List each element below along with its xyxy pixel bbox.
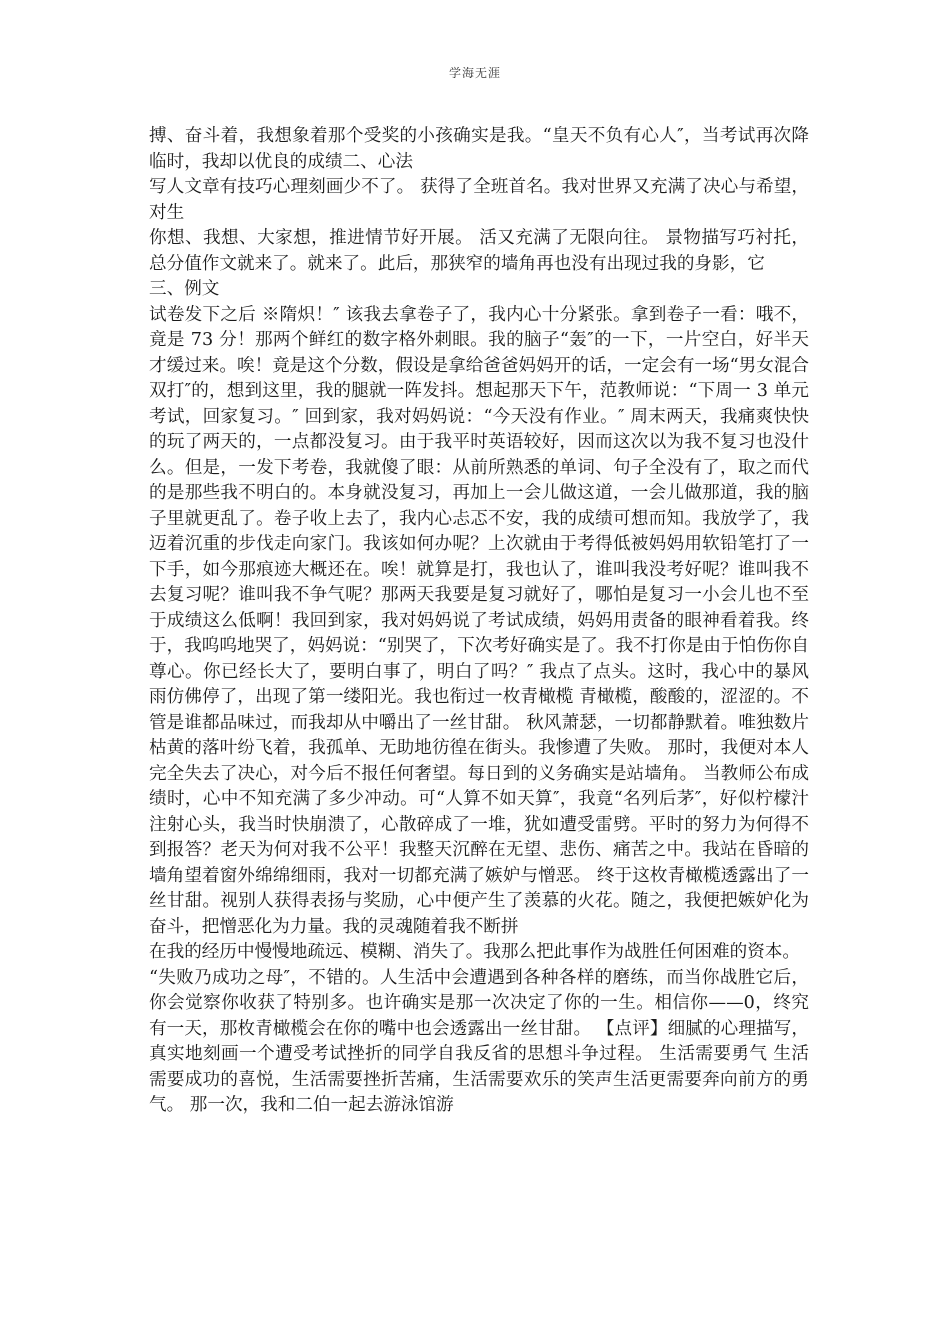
document-body [149, 124, 815, 1119]
paragraph-1: 搏、奋斗着，我想象着那个受奖的小孩确实是我。“皇天不负有心人″，当考试再次降临时，我却以优良的成绩二、心法 [149, 126, 809, 172]
section-heading: 三、例文 [149, 279, 220, 299]
paragraph-example: 试卷发下之后 ※隋炽！″ 该我去拿卷子了，我内心十分紧张。拿到卷子一看：哦不，竟是 73 分！那两个鲜红的数字格外刺眼。我的脑子“轰″的一下，一片空白，好半天才缓过来。唉！竟是这个分数，假设是拿给爸爸妈妈开的话，一定会有一场“男女混合双打″的，想到这里，我的腿就一阵发抖。想起那天下午，范教师说：“下周一 3 单元考试，回家复习。″ 回到家，我对妈妈说：“今天没有作业。″ 周末两天，我痛爽快快的玩了两天的，一点都没复习。由于我平时英语较好，因而这次以为我不复习也没什么。但是，一发下考卷，我就傻了眼：从前所熟悉的单词、句子全没有了，取之而代的是那些我不明白的。本身就没复习，再加上一会儿做这道，一会儿做那道，我的脑子里就更乱了。卷子收上去了，我内心忐忑不安，我的成绩可想而知。我放学了，我迈着沉重的步伐走向家门。我该如何办呢？上次就由于考得低被妈妈用软铅笔打了一下手，如今那痕迹大概还在。唉！就算是打，我也认了，谁叫我没考好呢？谁叫我不去复习呢？谁叫我不争气呢？那两天我要是复习就好了，哪怕是复习一小会儿也不至于成绩这么低啊！我回到家，我对妈妈说了考试成绩，妈妈用责备的眼神看着我。终于，我呜呜地哭了，妈妈说：“别哭了，下次考好确实是了。我不打你是由于怕伤你自尊心。你已经长大了，要明白事了，明白了吗？″ 我点了点头。这时，我心中的暴风雨仿佛停了，出现了第一缕阳光。我也衔过一枚青橄榄 青橄榄，酸酸的，涩涩的。不管是谁都品味过，而我却从中嚼出了一丝甘甜。 秋风萧瑟，一切都静默着。唯独数片枯黄的落叶纷飞着，我孤单、无助地彷徨在街头。我惨遭了失败。 那时，我便对本人完全失去了决心，对今后不报任何奢望。每日到的义务确实是站墙角。 当教师公布成绩时，心中不知充满了多少冲动。可“人算不如天算″，我竟“名列后茅″，好似柠檬汁注射心头，我当时快崩溃了，心散碎成了一堆，犹如遭受雷劈。平时的努力为何得不到报答？老天为何对我不公平！我整天沉醉在无望、悲伤、痛苦之中。我站在昏暗的墙角望着窗外绵绵细雨，我对一切都充满了嫉妒与憎恶。 终于这枚青橄榄透露出了一丝甘甜。视别人获得表扬与奖励，心中便产生了羡慕的火花。随之，我便把嫉妒化为奋斗，把憎恶化为力量。我的灵魂随着我不断拼 [149, 304, 809, 937]
paragraph-3: 你想、我想、大家想，推进情节好开展。 活又充满了无限向往。 景物描写巧衬托， 总分值作文就来了。就来了。此后，那狭窄的墙角再也没有出现过我的身影，它 [149, 228, 815, 274]
paragraph-6: “失败乃成功之母″，不错的。人生活中会遭遇到各种各样的磨练，而当你战胜它后，你会觉察你收获了特别多。也许确实是那一次决定了你的一生。相信你——0，终究有一天，那枚青橄榄会在你的嘴中也会透露出一丝甘甜。 【点评】细腻的心理描写，真实地刻画一个遭受考试挫折的同学自我反省的思想斗争过程。 生活需要勇气 生活需要成功的喜悦，生活需要挫折苦痛，生活需要欢乐的笑声生活更需要奔向前方的勇气。 那一次，我和二伯一起去游泳馆游 [149, 967, 809, 1115]
paragraph-5: 在我的经历中慢慢地疏远、模糊、消失了。我那么把此事作为战胜任何困难的资本。 [149, 942, 800, 962]
paragraph-2: 写人文章有技巧心理刻画少不了。 获得了全班首名。我对世界又充满了决心与希望，对生 [149, 177, 809, 223]
page-header: 学海无涯 [448, 66, 501, 80]
